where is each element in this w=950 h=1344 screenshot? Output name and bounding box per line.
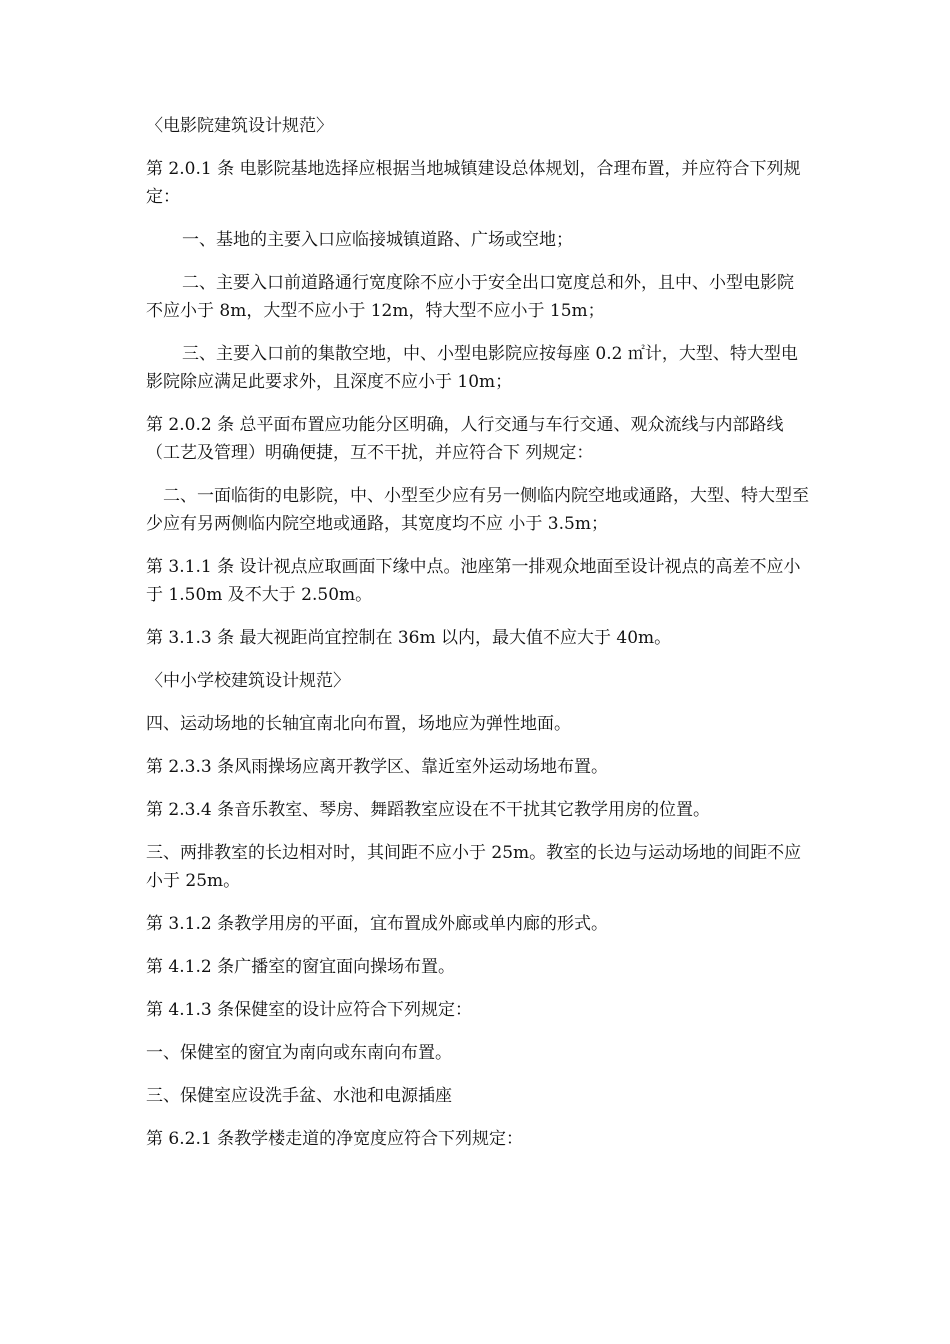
clause-6-2-1: 第 6.2.1 条教学楼走道的净宽度应符合下列规定：	[146, 1129, 524, 1149]
clause-4-1-3: 第 4.1.3 条保健室的设计应符合下列规定：	[146, 1000, 473, 1020]
clause-item-3b: 三、两排教室的长边相对时，其间距不应小于 25m。教室的长边与运动场地的间距不应小于 25m。	[146, 843, 802, 891]
clause-3-1-3: 第 3.1.3 条 最大视距尚宜控制在 36m 以内，最大值不应大于 40m。	[146, 628, 672, 648]
section-title-school: 〈中小学校建筑设计规范〉	[146, 671, 350, 691]
clause-2-3-3: 第 2.3.3 条风雨操场应离开教学区、靠近室外运动场地布置。	[146, 757, 609, 777]
clause-item-2b: 二、一面临街的电影院，中、小型至少应有另一侧临内院空地或通路，大型、特大型至少应有另两侧临内院空地或通路，其宽度均不应 小于 3.5m；	[146, 486, 809, 534]
clause-item-1: 一、基地的主要入口应临接城镇道路、广场或空地；	[182, 230, 573, 250]
clause-4-1-2: 第 4.1.2 条广播室的窗宜面向操场布置。	[146, 957, 456, 977]
section-title-cinema: 〈电影院建筑设计规范〉	[146, 116, 333, 136]
clause-2-3-4: 第 2.3.4 条音乐教室、琴房、舞蹈教室应设在不干扰其它教学用房的位置。	[146, 800, 711, 820]
clause-item-3c: 三、保健室应设洗手盆、水池和电源插座	[146, 1086, 452, 1106]
clause-2-0-1: 第 2.0.1 条 电影院基地选择应根据当地城镇建设总体规划，合理布置，并应符合下列规定：	[146, 159, 801, 207]
clause-3-1-1: 第 3.1.1 条 设计视点应取画面下缘中点。池座第一排观众地面至设计视点的高差不应小于 1.50m 及不大于 2.50m。	[146, 557, 801, 605]
clause-3-1-2: 第 3.1.2 条教学用房的平面，宜布置成外廊或单内廊的形式。	[146, 914, 609, 934]
document-body	[146, 112, 810, 1168]
clause-item-4: 四、运动场地的长轴宜南北向布置，场地应为弹性地面。	[146, 714, 571, 734]
clause-item-3: 三、主要入口前的集散空地，中、小型电影院应按每座 0.2 ㎡计，大型、特大型电影院除应满足此要求外，且深度不应小于 10m；	[146, 344, 798, 392]
clause-item-1b: 一、保健室的窗宜为南向或东南向布置。	[146, 1043, 452, 1063]
clause-item-2: 二、主要入口前道路通行宽度除不应小于安全出口宽度总和外，且中、小型电影院不应小于 8m，大型不应小于 12m，特大型不应小于 15m；	[146, 273, 794, 321]
clause-2-0-2: 第 2.0.2 条 总平面布置应功能分区明确，人行交通与车行交通、观众流线与内部路线（工艺及管理）明确便捷，互不干扰，并应符合下 列规定：	[146, 415, 784, 463]
